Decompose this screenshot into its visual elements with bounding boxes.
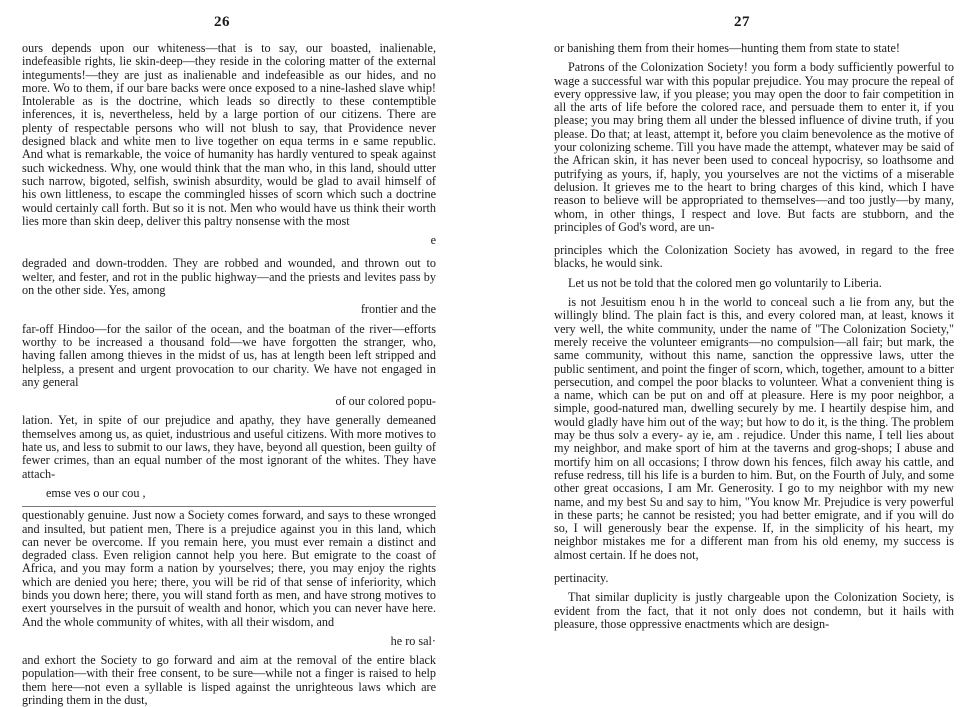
left-paragraph-4: lation. Yet, in spite of our prejudice and apathy, they have generally demeaned themselves among us, as quiet, industrious and useful citizens. With more motives to hate us, and less to submit to our laws, they have, beyond all question, been guilty of fewer crimes, than an equal number of the most ignorant of the whites. They have attach- [22,413,436,481]
right-page [490,0,980,685]
right-paragraph-7: That similar duplicity is justly chargeable upon the Colonization Society, is evident from the fact, that it not only does not condemn, but it hails with pleasure, those oppressive enactments which are design- [554,590,954,631]
left-fragment-he: he ro sal· [390,633,436,648]
right-page-text [554,42,954,681]
right-paragraph-3: principles which the Colonization Society has avowed, in regard to the free blacks, he would sink. [554,243,954,271]
left-scan-rule [22,506,436,507]
left-paragraph-5: questionably genuine. Just now a Society comes forward, and says to these wronged and insulted, but patient men, There is a prejudice against you in this land, which can never be overcome. If you remain here, you must ever remain a distinct and degraded class. Even religion cannot help you here. But emigrate to the coast of Africa, and you may form a nation by yourselves; there, you may enjoy the rights which are denied you here; there, you will be rid of that sense of inferiority, which binds you down here; there, you will stand forth as men, and have strong motives to exert yourselves in the pursuit of wealth and honor, which you can never have here. And the whole community of whites, with all their wisdom, and [22,508,436,629]
right-paragraph-4: Let us not be told that the colored men go voluntarily to Liberia. [568,275,882,290]
left-fragment-frontier: frontier and the [360,302,436,317]
right-paragraph-6: pertinacity. [554,570,609,585]
left-fragment-emse: emse ves o our cou , [46,485,146,500]
right-paragraph-5: is not Jesuitism enou h in the world to conceal such a lie from any, but the willingly blind. The plain fact is this, and every colored man, at least, knows it very well, the white community, under the name of "The Colonization Society," merely receive the volunteer emigrants—no compulsion—all fair; but mark, the same community, without this name, sanction the oppressive laws, utter the public sentiment, and point the finger of scorn, which, together, amount to a bitter persecution, and compel the poor blacks to volunteer. What a convenient thing is a name, which can be put on and off at pleasure. Here is my poor neighbor, a simple, good-natured man, dwelling securely by me. I heartily despise him, and would gladly have him out of the way; but how to do it, is the thing. The problem may be thus solv a every- ay ie, am . rejudice. Under this name, I tell lies about my neighbor, and make sport of him at the taverns and grog-shops; I abuse and mortify him on all occasions; I throw down his fences, filch away his cattle, and refuse redress, till his life is a burden to him. But, on the Fourth of July, and some other great occasions, I am Mr. Generosity. I go to my neighbor with my new name, and my best Su and say to him, "You know Mr. Prejudice is very powerful in these parts; he cannot be resisted; you had better emigrate, and if you will do so, I will generously bear the expense. If, in the simplicity of his heart, my neighbor mistakes me for a different man from his old enemy, my success is almost certain. If he does not, [554,295,954,562]
page-number-right: 27 [734,14,750,30]
left-fragment-colored: of our colored popu- [335,394,436,409]
left-paragraph-2: degraded and down-trodden. They are robbed and wounded, and thrown out to welter, and fester, and rot in the public highway—and the priests and levites pass by on the other side. Yes, among [22,256,436,298]
left-paragraph-1: ours depends upon our whiteness—that is to say, our boasted, inalienable, indefeasible rights, lie skin-deep—they reside in the coloring matter of the external integuments!—they are just as inalienable and indefeasible as our hides, and no more. Wo to them, if our bare backs were once exposed to a nine-lashed slave whip! Intolerable as is the doctrine, which leads so directly to these contemptible inferences, it is, nevertheless, held by a large portion of our citizens. There are plenty of respectable persons who will not blush to say, that Providence never designed black and white men to live together on equa terms in e same republic. And what is remarkable, the voice of humanity has hardly ventured to speak against such wickedness. Why, one would think that the man who, in this land, should utter such narrow, bigoted, selfish, swinish absurdity, would be glad to avail himself of his own littleness, to escape the commingled hisses of scorn which such a doctrine would certainly call forth. But so it is not. Men who would have us think their worth lies more than skin deep, deliver this paltry nonsense with the most [22,41,436,228]
right-paragraph-2: Patrons of the Colonization Society! you form a body sufficiently powerful to wage a successful war with this popular prejudice. You may procure the repeal of every oppressive law, if you please; you may open the door to fair competition in all the arts of life before the colored race, and persuade them to enter it, if you please; you may bring them all under the blessed influence of divine truth, if you please. Do that; at least, attempt it, before you claim benevolence as the motive of your colonizing scheme. Till you have made the attempt, whatever may be said of the African skin, it has never been used to conceal hypocrisy, so loathsome and putrifying as yours, if, haply, you yourselves are not the victims of a miserable delusion. It grieves me to the heart to bring charges of this kind, which I have reason to believe will be appropriated to themselves—and too justly—by many, whom, in other things, I respect and love. But facts are stubborn, and the principles of God's word, are un- [554,60,954,234]
left-page-text [22,41,436,707]
left-fragment-e: e [430,233,436,248]
page-number-left: 26 [214,14,230,30]
left-paragraph-6: and exhort the Society to go forward and aim at the removal of the entire black population—with their free consent, to be sure—while not a finger is raised to help them here—not even a syllable is lisped against the unrighteous laws which are grinding them in the dust, [22,653,436,707]
left-paragraph-3: far-off Hindoo—for the sailor of the ocean, and the boatman of the river—efforts worthy to be increased a thousand fold—we have forgotten the stranger, who, having fallen among thieves in the midst of us, has at length been left stripped and helpless, a present and urgent provocation to our charity. We have not engaged in any general [22,321,436,389]
right-paragraph-1: or banishing them from their homes—hunting them from state to state! [554,41,900,55]
